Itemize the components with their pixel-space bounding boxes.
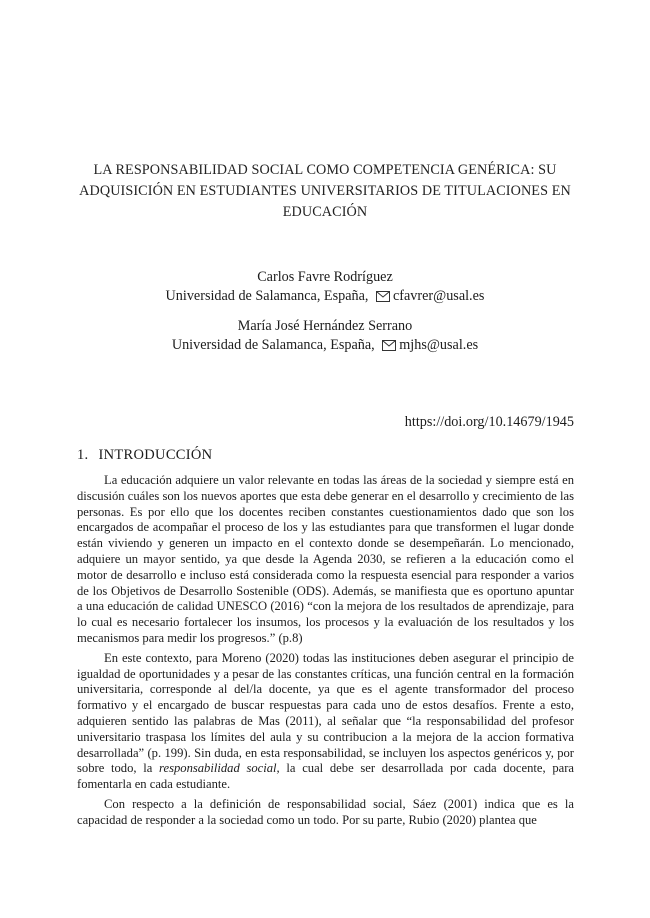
paper-title: [70, 160, 580, 223]
title-line: LA RESPONSABILIDAD SOCIAL COMO COMPETENCIA GENÉRICA: SU: [93, 162, 557, 178]
emphasized-term: responsabilidad social,: [159, 761, 280, 776]
doi-link[interactable]: https://doi.org/10.14679/1945: [404, 414, 574, 430]
paragraph: Con respecto a la definición de responsabilidad social, Sáez (2001) indica que es la capacidad de responder a la sociedad como un todo. Por su parte, Rubio (2020) plantea que: [77, 796, 574, 827]
affiliation-text: Universidad de Salamanca, España,: [171, 337, 375, 353]
body-text: [77, 473, 574, 833]
author-name: María José Hernández Serrano: [237, 318, 413, 334]
paragraph: [77, 651, 574, 793]
author-affiliation: [0, 336, 650, 355]
paragraph-text: En este contexto, para Moreno (2020) todas las instituciones deben asegurar el principio de igualdad de oportunidades y a pesar de las constantes críticas, una función central en la formación universitaria, corresponde al del/la docente, ya que es el agente transformador del proceso formativo y el encargado de buscar respuestas para cada uno de estos desafíos. Frente a esto, adquieren sentido las palabras de Mas (2011), al señalar que “la responsabilidad del profesor universitario traspasa los límites del aula y su contribucion a la mejora de la accion formativa desarrollada” (p. 199). Sin duda, en esta responsabilidad, se incluyen los aspectos genéricos y, por sobre todo, la: [77, 650, 574, 776]
author-email-link[interactable]: cfavrer@usal.es: [392, 288, 485, 304]
author-affiliation: [0, 287, 650, 306]
author-block: [0, 268, 650, 306]
envelope-icon: [376, 291, 390, 302]
section-title: INTRODUCCIÓN: [98, 447, 213, 463]
paragraph: La educación adquiere un valor relevante en todas las áreas de la sociedad y siempre está en discusión cuáles son los nuevos aportes que esta debe generar en el desarrollo y crecimiento de las personas. Es por ello que los docentes reciben constantes cuestionamientos dado que son los encargados de acompañar el proceso de los y las estudiantes para que transformen el lugar donde están viviendo y generen un impacto en el contexto donde se desempeñarán. Lo mencionado, adquiere un mayor sentido, ya que desde la Agenda 2030, se refieren a la educación como el motor de desarrollo e incluso está considerada como la respuesta esencial para responder a varios de los Objetivos de Desarrollo Sostenible (ODS). Además, se manifiesta que es oportuno apuntar a una educación de calidad UNESCO (2016) “con la mejora de los resultados de aprendizaje, para lo cual es necesario fortalecer los insumos, los procesos y la evaluación de los resultados y los mecanismos para medir los progresos.” (p.8): [77, 473, 574, 645]
section-heading: [77, 447, 212, 464]
paragraph-text: la cual debe ser desarrollada por cada docente, para fomentarla en cada estudiante.: [77, 761, 574, 792]
affiliation-text: Universidad de Salamanca, España,: [165, 288, 369, 304]
author-name: Carlos Favre Rodríguez: [257, 269, 393, 285]
author-email-link[interactable]: mjhs@usal.es: [399, 337, 479, 353]
envelope-icon: [382, 340, 396, 351]
author-block: [0, 317, 650, 355]
title-line: EDUCACIÓN: [282, 204, 368, 220]
section-number: 1.: [77, 447, 89, 463]
title-line: ADQUISICIÓN EN ESTUDIANTES UNIVERSITARIOS DE TITULACIONES EN: [79, 183, 571, 199]
